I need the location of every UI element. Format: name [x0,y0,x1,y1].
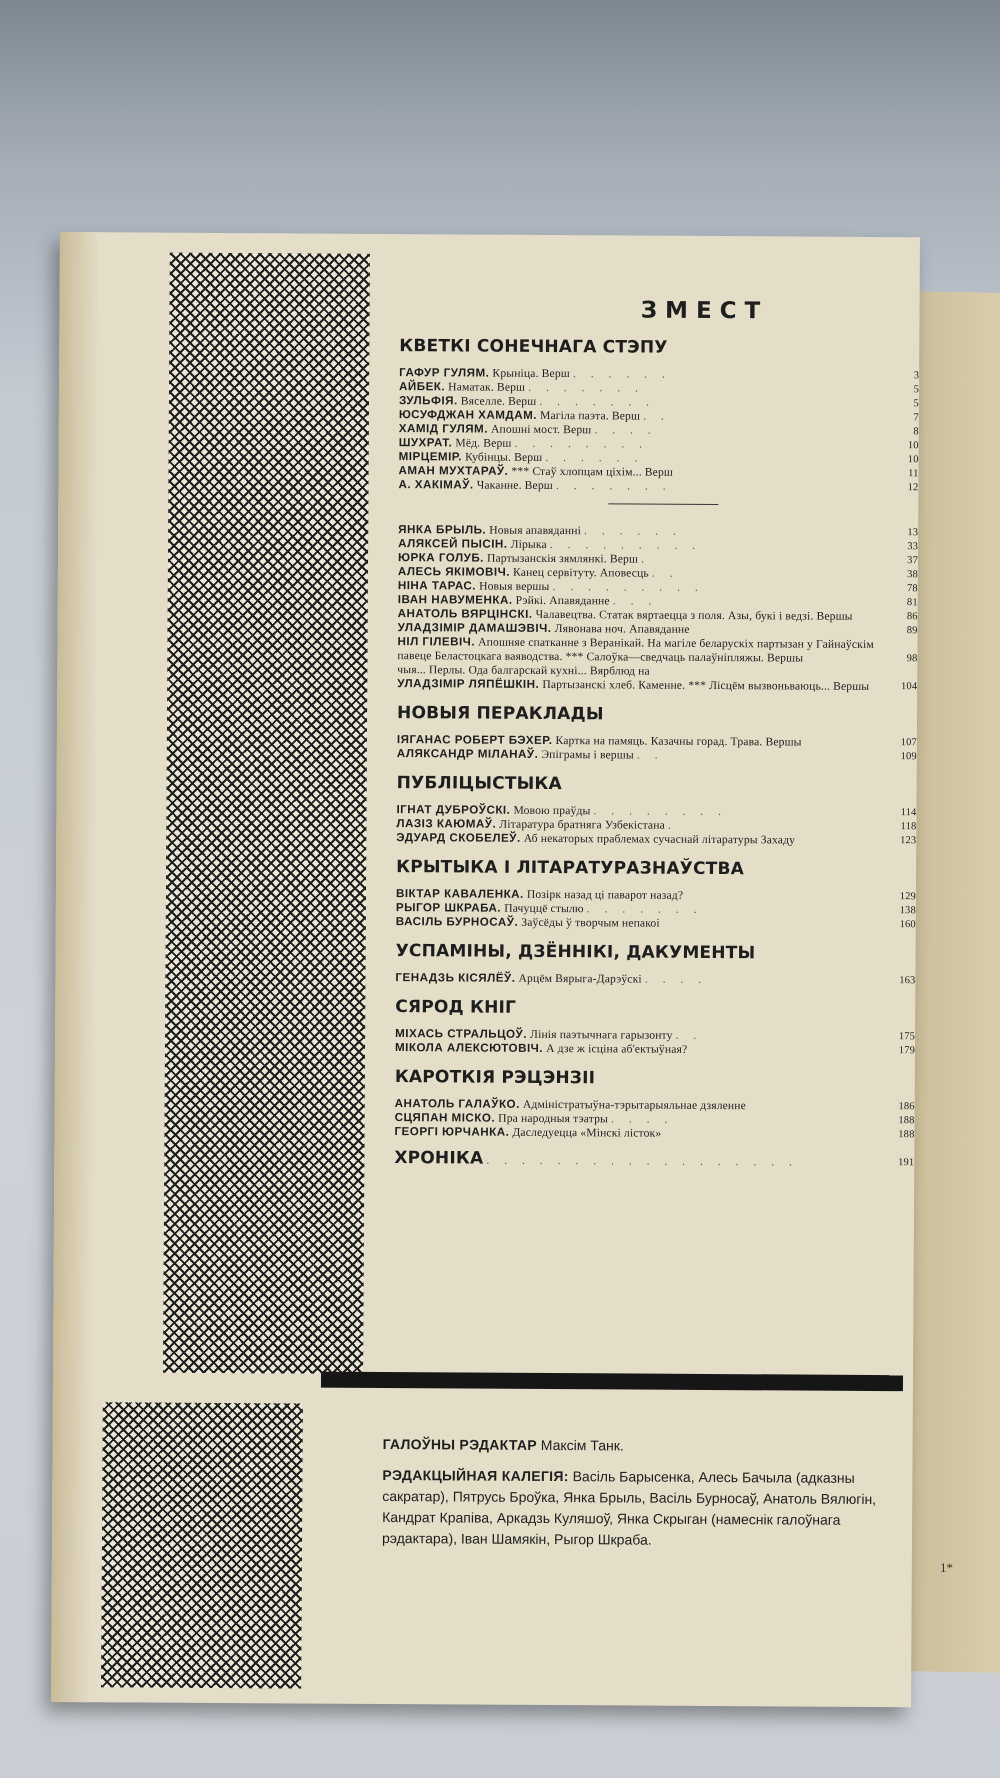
entry-author: ХАМІД ГУЛЯМ. [398,422,488,436]
toc-entry[interactable]: СЦЯПАН МІСКО. Пра народныя тэатры . . . . 188 [394,1111,915,1127]
entry-author: РЫГОР ШКРАБА. [395,901,502,915]
toc-entry[interactable]: ЮСУФДЖАН ХАМДАМ. Магіла паэта. Верш . . 7 [398,408,919,424]
entry-page: 107 [900,737,917,749]
entry-author: УЛАДЗІМІР ЛЯПЁШКІН. [397,677,540,691]
entry-author: АЙБЕК. [399,380,446,394]
entry-author: А. ХАКІМАЎ. [398,478,474,492]
toc-entry[interactable]: ЮРКА ГОЛУБ. Партызанскія зямлянкі. Верш . 37 [397,551,919,567]
entry-page: 5 [913,398,920,410]
toc-entry[interactable]: НІНА ТАРАС. Новыя вершы . . . . . . . . . 78 [397,579,918,595]
chief-editor-line [383,1434,903,1458]
entry-page: 98 [906,653,918,665]
entry-author: ЭДУАРД СКОБЕЛЕЎ. [396,831,521,845]
entry-author: ВІКТАР КАВАЛЕНКА. [395,887,524,901]
entry-title: Кубінцы. Верш [465,450,543,464]
crosshatch-band-bottom [101,1402,303,1688]
toc-entry[interactable]: МІХАСЬ СТРАЛЬЦОЎ. Лінія паэтычнага гарызонту . . 175 [395,1027,916,1043]
toc-entry[interactable]: МІРЦЕМІР. Кубінцы. Верш . . . . . . 10 [398,450,919,466]
board-label: РЭДАКЦЫЙНАЯ КАЛЕГІЯ: [382,1466,569,1485]
entry-title: Даследуецца «Мінскі лісток» [512,1125,662,1140]
entry-title: Партызанскія зямлянкі. Верш [486,551,639,566]
entry-page: 114 [900,807,917,819]
entry-page: 10 [907,454,919,466]
entry-author: ЮРКА ГОЛУБ. [397,551,484,565]
toc-entry[interactable]: АЛЯКСЕЙ ПЫСІН. Лірыка . . . . . . . . . 33 [398,537,919,553]
toc-title: ЗМЕСТ [640,297,769,325]
toc-entry[interactable]: ГАФУР ГУЛЯМ. Крыніца. Верш . . . . . . 3 [399,366,920,382]
entry-title: Новыя вершы [479,579,550,593]
entry-page: 86 [906,611,918,623]
entry-page: 186 [898,1101,915,1113]
entry-page: 118 [900,821,917,833]
entry-page: 89 [906,625,918,637]
entry-page: 13 [907,527,919,539]
entry-author: МІХАСЬ СТРАЛЬЦОЎ. [395,1027,528,1041]
toc-entry[interactable]: ЯНКА БРЫЛЬ. Новыя апавяданні . . . . . . 13 [398,523,919,539]
entry-title: Рэйкі. Апавяданне [515,593,610,608]
entry-author: АЛЯКСАНДР МІЛАНАЎ. [396,747,539,761]
entry-title: Наматак. Верш [448,380,526,394]
entry-author: АНАТОЛЬ ГАЛАЎКО. [394,1097,520,1111]
entry-author: ВАСІЛЬ БУРНОСАЎ. [395,915,519,929]
entry-title: чыя... Перлы. Ода балгарскай кухні... Вярблюд на [397,663,650,678]
entry-author: ЯНКА БРЫЛЬ. [398,523,487,537]
entry-title: Вяселле. Верш [460,394,537,408]
journal-page [51,232,920,1707]
section-entries [398,366,919,495]
entry-title: Апошняе спатканне з Веранікай. На магіле беларускіх партызан у Гайнаўскім павеце Беластоцкага ваяводства. *** Салоўка—сведчаць палаўніпляжы. Вершы [397,635,874,665]
entry-author: МІРЦЕМІР. [398,450,463,464]
entry-title: Эпіграмы і вершы [541,747,634,762]
entry-author: ЮСУФДЖАН ХАМДАМ. [398,408,538,422]
board-members [382,1465,903,1552]
entry-title: Новыя апавяданні [489,523,582,538]
entry-title: Мовою праўды [513,803,591,818]
section-entries-continued [397,523,918,694]
toc-entry[interactable] [397,635,917,666]
table-of-contents [394,296,919,1170]
toc-entry[interactable] [396,915,916,932]
entry-author: ІГНАТ ДУБРОЎСКІ. [396,803,511,817]
toc-entry[interactable]: РЫГОР ШКРАБА. Пачуццё стылю . . . . . . . 138 [395,901,916,917]
toc-entry[interactable]: ЗУЛЬФІЯ. Вяселле. Верш . . . . . . . 5 [398,394,920,410]
entry-page: 175 [898,1031,916,1043]
entry-author: АНАТОЛЬ ВЯРЦІНСКІ. [397,607,533,621]
signature-mark: 1* [940,1560,953,1575]
entry-author: ЛАЗІЗ КАЮМАЎ. [396,817,497,831]
toc-entry-chronicle[interactable]: ХРОНІКА . . . . . . . . . . . . . . . . . . 191 [394,1148,915,1169]
section-title: СЯРОД КНІГ [395,997,517,1018]
crosshatch-band-top [163,253,370,1374]
entry-title: Канец сервітуту. Аповесць [513,565,649,580]
toc-entry[interactable]: АЙБЕК. Наматак. Верш . . . . . . . 5 [399,380,920,396]
board-members-text: Васіль Барысенка, Алесь Бачыла (адказны сакратар), Пятрусь Броўка, Янка Брыль, Васіль Бурносаў, Анатоль Вялюгін, Кандрат Крапіва, Аркадзь Куляшоў, Янка Скрыган (намеснік галоўнага рэдактара), Іван Шамякін, Рыгор Шкраба. [381,1468,877,1548]
entry-page: 179 [898,1045,916,1057]
entry-author: ІВАН НАВУМЕНКА. [397,593,513,607]
entry-page: 129 [899,891,916,903]
toc-entry[interactable]: ІГНАТ ДУБРОЎСКІ. Мовою праўды . . . . . . . . 114 [396,803,917,819]
toc-entry[interactable] [394,1125,914,1142]
entry-title: *** Стаў хлопцам ціхім... Верш [511,464,674,479]
section-divider [608,503,718,505]
next-page-edge [905,291,1000,1673]
toc-entry[interactable]: ШУХРАТ. Мёд. Верш . . . . . . . . 10 [398,436,919,452]
entry-title: Партызанскі хлеб. Каменне. *** Лісцём вызвоньваюць... Вершы [542,677,870,693]
entry-page: 5 [913,384,920,396]
entry-author: ЗУЛЬФІЯ. [398,394,458,408]
section-title: УСПАМІНЫ, ДЗЁННІКІ, ДАКУМЕНТЫ [395,941,756,964]
entry-title: Картка на памяць. Казачны горад. Трава. Вершы [555,734,802,749]
toc-entry[interactable]: АЛЯКСАНДР МІЛАНАЎ. Эпіграмы і вершы . . 109 [396,747,917,763]
section-title: ХРОНІКА [394,1148,484,1169]
entry-page: 188 [898,1115,915,1127]
entry-page: 138 [899,905,916,917]
toc-entry[interactable]: ЛАЗІЗ КАЮМАЎ. Літаратура братняга Узбекістана . 118 [396,817,917,833]
entry-author: АМАН МУХТАРАЎ. [398,464,509,478]
entry-author: АЛЯКСЕЙ ПЫСІН. [398,537,508,551]
chief-editor-label: ГАЛОЎНЫ РЭДАКТАР [382,1435,537,1453]
entry-author: СЦЯПАН МІСКО. [394,1111,496,1125]
entry-page: 7 [913,412,919,424]
entry-title: Пра народныя тэатры [498,1111,609,1126]
toc-entry[interactable]: ХАМІД ГУЛЯМ. Апошні мост. Верш . . . . 8 [398,422,919,438]
entry-page: 81 [906,597,918,609]
section-title: КРЫТЫКА І ЛІТАРАТУРАЗНАЎСТВА [396,857,745,880]
toc-entry[interactable] [395,1041,915,1058]
toc-entry[interactable]: АЛЕСЬ ЯКІМОВІЧ. Канец сервітуту. Аповесць . . 38 [397,565,918,581]
entry-page: 109 [900,751,917,763]
entry-page: 3 [913,370,920,382]
toc-entry[interactable]: А. ХАКІМАЎ. Чаканне. Верш . . . . . . . 12 [398,478,919,494]
entry-title: Крыніца. Верш [492,366,570,381]
section-title: ПУБЛІЦЫСТЫКА [396,773,562,795]
toc-entry[interactable] [397,677,917,694]
entry-page: 38 [907,569,918,581]
toc-entry[interactable] [396,831,916,848]
section-title: НОВЫЯ ПЕРАКЛАДЫ [397,703,604,725]
entry-page: 104 [901,681,918,693]
entry-title: Чалавецтва. Статак вяртаецца з поля. Азы, букі і ведзі. Вершы [535,607,853,623]
entry-page: 11 [908,468,919,480]
section-title: КВЕТКІ СОНЕЧНАГА СТЭПУ [399,336,668,358]
entry-title: Адміністратыўна-тэрытарыяльнае дзяленне [522,1097,747,1113]
entry-title: Апошні мост. Верш [490,422,592,437]
section-title: КАРОТКІЯ РЭЦЭНЗІІ [394,1067,596,1089]
entry-title: Лірыка [510,537,547,551]
entry-author: ГАФУР ГУЛЯМ. [399,366,490,380]
black-rule-bar [321,1372,903,1392]
entry-title: Магіла паэта. Верш [539,408,641,423]
entry-author: АЛЕСЬ ЯКІМОВІЧ. [397,565,511,579]
entry-author: ШУХРАТ. [398,436,453,450]
editorial-board [382,1434,903,1562]
entry-page: 188 [898,1129,915,1141]
entry-author: НІЛ ГІЛЕВІЧ. [397,635,476,649]
entry-title: Заўсёды ў творчым непакоі [521,915,660,930]
toc-entry[interactable]: ГЕНАДЗЬ КІСЯЛЁЎ. Арцём Вярыга-Дарэўскі . . . . 163 [395,971,916,987]
entry-page: 10 [907,440,919,452]
entry-title: Лінія паэтычнага гарызонту [530,1027,673,1042]
entry-page: 78 [906,583,918,595]
entry-title: Позірк назад ці паварот назад? [526,887,684,902]
entry-page: 37 [907,555,919,567]
entry-page: 8 [913,426,919,438]
entry-author: УЛАДЗІМІР ДАМАШЭВІЧ. [397,621,552,636]
entry-page: 123 [900,835,917,847]
entry-author: НІНА ТАРАС. [397,579,477,593]
entry-title: Аб некаторых праблемах сучаснай літаратуры Захаду [523,831,796,847]
entry-title: Пачуццё стылю [504,901,584,916]
entry-author: ГЕНАДЗЬ КІСЯЛЁЎ. [395,971,516,985]
entry-page: 12 [907,482,919,494]
entry-author: ГЕОРГІ ЮРЧАНКА. [394,1125,510,1139]
entry-page: 163 [899,975,916,987]
entry-title: Лявонава ноч. Апавяданне [554,622,690,636]
entry-page: 160 [899,919,916,931]
toc-entry[interactable]: ІВАН НАВУМЕНКА. Рэйкі. Апавяданне . . . 81 [397,593,918,609]
entry-author: ІЯГАНАС РОБЕРТ БЭХЕР. [396,733,553,748]
entry-title: А дзе ж ісціна аб'ектыўная? [546,1041,688,1056]
entry-page: 33 [907,541,919,553]
entry-title: Літаратура братняга Узбекістана [499,817,665,832]
entry-title: Арцём Вярыга-Дарэўскі [518,971,642,986]
chief-editor-name: Максім Танк. [540,1436,624,1454]
entry-page: 191 [898,1157,915,1169]
entry-title: Чаканне. Верш [476,478,553,493]
entry-author: МІКОЛА АЛЕКСЮТОВІЧ. [394,1041,544,1055]
entry-title: Мёд. Верш [455,436,512,450]
